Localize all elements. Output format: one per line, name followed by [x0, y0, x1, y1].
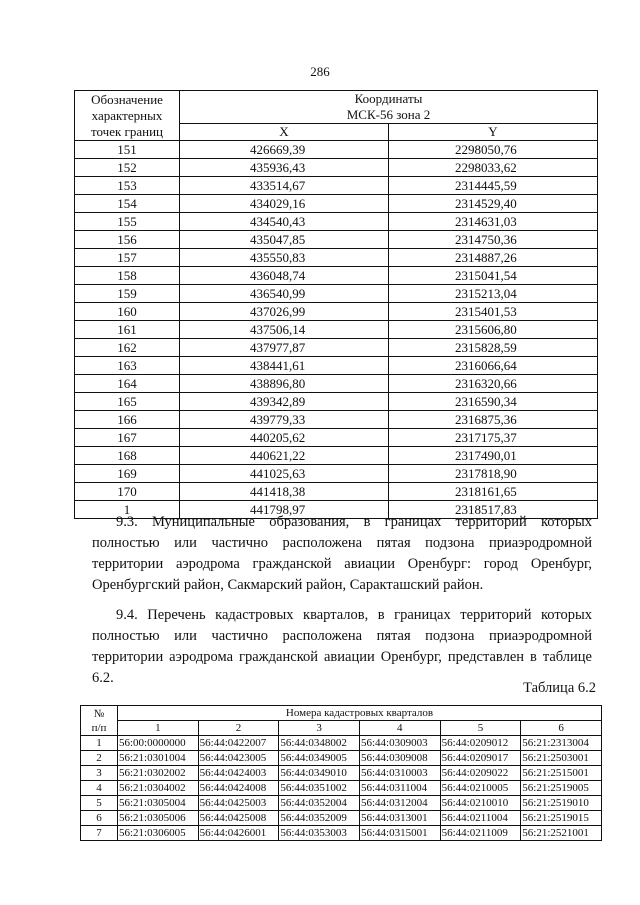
- x-coordinate-cell: 439342,89: [180, 393, 389, 411]
- point-id-cell: 168: [75, 447, 180, 465]
- point-id-cell: 157: [75, 249, 180, 267]
- cadastral-number-cell: 56:44:0309003: [359, 736, 440, 751]
- point-id-cell: 152: [75, 159, 180, 177]
- cadastral-title-header: Номера кадастровых кварталов: [118, 706, 602, 721]
- point-header-line: точек границ: [90, 123, 164, 139]
- point-id-cell: 158: [75, 267, 180, 285]
- coordinate-row: [75, 177, 598, 195]
- x-coordinate-cell: 436048,74: [180, 267, 389, 285]
- point-header: [75, 91, 180, 141]
- cadastral-number-cell: 56:44:0312004: [359, 796, 440, 811]
- coordinate-row: [75, 429, 598, 447]
- y-coordinate-cell: 2298050,76: [389, 141, 598, 159]
- x-coordinate-cell: 426669,39: [180, 141, 389, 159]
- cadastral-number-cell: 56:44:0209012: [440, 736, 521, 751]
- y-coordinate-cell: 2298033,62: [389, 159, 598, 177]
- coordinate-row: [75, 213, 598, 231]
- cadastral-number-cell: 56:21:0305004: [118, 796, 199, 811]
- coordinate-row: [75, 465, 598, 483]
- point-id-cell: 154: [75, 195, 180, 213]
- cadastral-number-cell: 56:21:2313004: [521, 736, 602, 751]
- point-id-cell: 160: [75, 303, 180, 321]
- y-coordinate-cell: 2316066,64: [389, 357, 598, 375]
- cadastral-number-cell: 56:44:0348002: [279, 736, 360, 751]
- cadastral-number-cell: 56:44:0352009: [279, 811, 360, 826]
- point-id-cell: 155: [75, 213, 180, 231]
- y-coordinate-cell: 2314887,26: [389, 249, 598, 267]
- cadastral-number-cell: 56:44:0309008: [359, 751, 440, 766]
- coordinates-header: [180, 91, 598, 124]
- x-coordinate-cell: 438441,61: [180, 357, 389, 375]
- coordinate-row: [75, 159, 598, 177]
- paragraph-9-3: 9.3. Муниципальные образования, в границах территорий которых полностью или частично расположена пятая подзона приаэродромной территории аэродрома гражданской авиации Оренбург: город Оренбург, Оренбургский район, Сакмарский район, Саракташский район.: [92, 514, 592, 593]
- cadastral-number-cell: 56:44:0352004: [279, 796, 360, 811]
- table-caption: Таблица 6.2: [523, 680, 596, 696]
- cadastral-number-cell: 56:44:0310003: [359, 766, 440, 781]
- cadastral-number-cell: 56:44:0211004: [440, 811, 521, 826]
- y-coordinate-cell: 2314445,59: [389, 177, 598, 195]
- cadastral-number-cell: 56:21:2519005: [521, 781, 602, 796]
- number-header: [81, 706, 118, 736]
- column-number-header: 1: [118, 721, 199, 736]
- y-coordinate-cell: 2317818,90: [389, 465, 598, 483]
- cadastral-number-cell: 56:44:0425008: [198, 811, 279, 826]
- coordinates-table: [74, 90, 598, 519]
- cadastral-number-cell: 56:21:0301004: [118, 751, 199, 766]
- cadastral-number-cell: 56:21:2515001: [521, 766, 602, 781]
- x-coordinate-cell: 435047,85: [180, 231, 389, 249]
- row-number-cell: 1: [81, 736, 118, 751]
- coordinate-row: [75, 285, 598, 303]
- y-coordinate-cell: 2316590,34: [389, 393, 598, 411]
- cadastral-row: [81, 766, 602, 781]
- cadastral-number-cell: 56:44:0313001: [359, 811, 440, 826]
- coordinate-row: [75, 483, 598, 501]
- point-id-cell: 153: [75, 177, 180, 195]
- point-id-cell: 167: [75, 429, 180, 447]
- coordinate-row: [75, 249, 598, 267]
- y-coordinate-cell: 2317175,37: [389, 429, 598, 447]
- cadastral-number-cell: 56:44:0424003: [198, 766, 279, 781]
- point-id-cell: 164: [75, 375, 180, 393]
- column-number-header: 5: [440, 721, 521, 736]
- x-coordinate-cell: 440205,62: [180, 429, 389, 447]
- column-number-header: 4: [359, 721, 440, 736]
- coordinate-row: [75, 375, 598, 393]
- coordinate-row: [75, 321, 598, 339]
- cadastral-number-cell: 56:21:0306005: [118, 826, 199, 841]
- x-coordinate-cell: 436540,99: [180, 285, 389, 303]
- cadastral-number-cell: 56:44:0353003: [279, 826, 360, 841]
- x-coordinate-cell: 441798,97: [180, 501, 389, 519]
- y-coordinate-cell: 2315041,54: [389, 267, 598, 285]
- cadastral-number-cell: 56:00:0000000: [118, 736, 199, 751]
- x-coordinate-cell: 435936,43: [180, 159, 389, 177]
- y-coordinate-cell: 2316875,36: [389, 411, 598, 429]
- coordinate-row: [75, 339, 598, 357]
- point-id-cell: 165: [75, 393, 180, 411]
- cadastral-number-cell: 56:44:0349010: [279, 766, 360, 781]
- cadastral-row: [81, 826, 602, 841]
- cadastral-number-cell: 56:21:2519015: [521, 811, 602, 826]
- y-coordinate-cell: 2318517,83: [389, 501, 598, 519]
- y-coordinate-cell: 2317490,01: [389, 447, 598, 465]
- page-number: 286: [310, 64, 330, 79]
- point-id-cell: 163: [75, 357, 180, 375]
- row-number-cell: 3: [81, 766, 118, 781]
- x-coordinate-cell: 435550,83: [180, 249, 389, 267]
- cadastral-row: [81, 796, 602, 811]
- x-coordinate-cell: 438896,80: [180, 375, 389, 393]
- cadastral-number-cell: 56:44:0425003: [198, 796, 279, 811]
- number-header-line: №: [93, 707, 105, 720]
- coordinate-row: [75, 411, 598, 429]
- row-number-cell: 7: [81, 826, 118, 841]
- row-number-cell: 2: [81, 751, 118, 766]
- row-number-cell: 4: [81, 781, 118, 796]
- coordinate-row: [75, 393, 598, 411]
- column-y-header: Y: [389, 124, 598, 141]
- point-id-cell: 166: [75, 411, 180, 429]
- x-coordinate-cell: 433514,67: [180, 177, 389, 195]
- x-coordinate-cell: 439779,33: [180, 411, 389, 429]
- x-coordinate-cell: 434029,16: [180, 195, 389, 213]
- cadastral-row: [81, 811, 602, 826]
- coordinates-header-line: Координаты: [354, 91, 423, 106]
- cadastral-number-cell: 56:21:0304002: [118, 781, 199, 796]
- cadastral-number-cell: 56:21:0305006: [118, 811, 199, 826]
- x-coordinate-cell: 437506,14: [180, 321, 389, 339]
- coordinate-row: [75, 195, 598, 213]
- y-coordinate-cell: 2315401,53: [389, 303, 598, 321]
- coordinate-row: [75, 303, 598, 321]
- y-coordinate-cell: 2314529,40: [389, 195, 598, 213]
- row-number-cell: 5: [81, 796, 118, 811]
- column-x-header: X: [180, 124, 389, 141]
- row-number-cell: 6: [81, 811, 118, 826]
- column-number-header: 6: [521, 721, 602, 736]
- x-coordinate-cell: 441418,38: [180, 483, 389, 501]
- cadastral-number-cell: 56:44:0426001: [198, 826, 279, 841]
- cadastral-number-cell: 56:44:0209022: [440, 766, 521, 781]
- point-id-cell: 159: [75, 285, 180, 303]
- column-number-header: 2: [198, 721, 279, 736]
- y-coordinate-cell: 2316320,66: [389, 375, 598, 393]
- x-coordinate-cell: 437977,87: [180, 339, 389, 357]
- paragraph-9-4: 9.4. Перечень кадастровых кварталов, в границах территорий которых полностью или частично расположена пятая подзона приаэродромной территории аэродрома гражданской авиации Оренбург, представлен в таблице 6.2.: [92, 607, 592, 686]
- coordinate-row: [75, 447, 598, 465]
- point-id-cell: 170: [75, 483, 180, 501]
- y-coordinate-cell: 2315213,04: [389, 285, 598, 303]
- cadastral-number-cell: 56:21:0302002: [118, 766, 199, 781]
- x-coordinate-cell: 440621,22: [180, 447, 389, 465]
- cadastral-number-cell: 56:21:2521001: [521, 826, 602, 841]
- point-id-cell: 151: [75, 141, 180, 159]
- point-header-line: характерных: [91, 107, 163, 123]
- y-coordinate-cell: 2314631,03: [389, 213, 598, 231]
- coordinate-row: [75, 357, 598, 375]
- cadastral-number-cell: 56:44:0210010: [440, 796, 521, 811]
- point-header-line: Обозначение: [91, 91, 163, 107]
- cadastral-row: [81, 736, 602, 751]
- point-id-cell: 156: [75, 231, 180, 249]
- x-coordinate-cell: 437026,99: [180, 303, 389, 321]
- cadastral-number-cell: 56:44:0422007: [198, 736, 279, 751]
- cadastral-number-cell: 56:44:0423005: [198, 751, 279, 766]
- cadastral-number-cell: 56:44:0315001: [359, 826, 440, 841]
- y-coordinate-cell: 2314750,36: [389, 231, 598, 249]
- coordinate-row: [75, 141, 598, 159]
- cadastral-number-cell: 56:44:0424008: [198, 781, 279, 796]
- point-id-cell: 162: [75, 339, 180, 357]
- cadastral-row: [81, 751, 602, 766]
- x-coordinate-cell: 434540,43: [180, 213, 389, 231]
- cadastral-number-cell: 56:44:0351002: [279, 781, 360, 796]
- cadastral-quarters-table: [80, 705, 602, 841]
- cadastral-number-cell: 56:44:0211009: [440, 826, 521, 841]
- coordinates-header-line: МСК-56 зона 2: [346, 107, 431, 122]
- column-number-header: 3: [279, 721, 360, 736]
- coordinate-row: [75, 231, 598, 249]
- cadastral-row: [81, 781, 602, 796]
- x-coordinate-cell: 441025,63: [180, 465, 389, 483]
- y-coordinate-cell: 2315828,59: [389, 339, 598, 357]
- y-coordinate-cell: 2318161,65: [389, 483, 598, 501]
- cadastral-number-cell: 56:44:0311004: [359, 781, 440, 796]
- cadastral-number-cell: 56:44:0210005: [440, 781, 521, 796]
- y-coordinate-cell: 2315606,80: [389, 321, 598, 339]
- cadastral-number-cell: 56:21:2503001: [521, 751, 602, 766]
- cadastral-number-cell: 56:44:0349005: [279, 751, 360, 766]
- cadastral-number-cell: 56:44:0209017: [440, 751, 521, 766]
- point-id-cell: 169: [75, 465, 180, 483]
- point-id-cell: 1: [75, 501, 180, 519]
- point-id-cell: 161: [75, 321, 180, 339]
- coordinate-row: [75, 267, 598, 285]
- cadastral-number-cell: 56:21:2519010: [521, 796, 602, 811]
- number-header-line: п/п: [91, 721, 107, 734]
